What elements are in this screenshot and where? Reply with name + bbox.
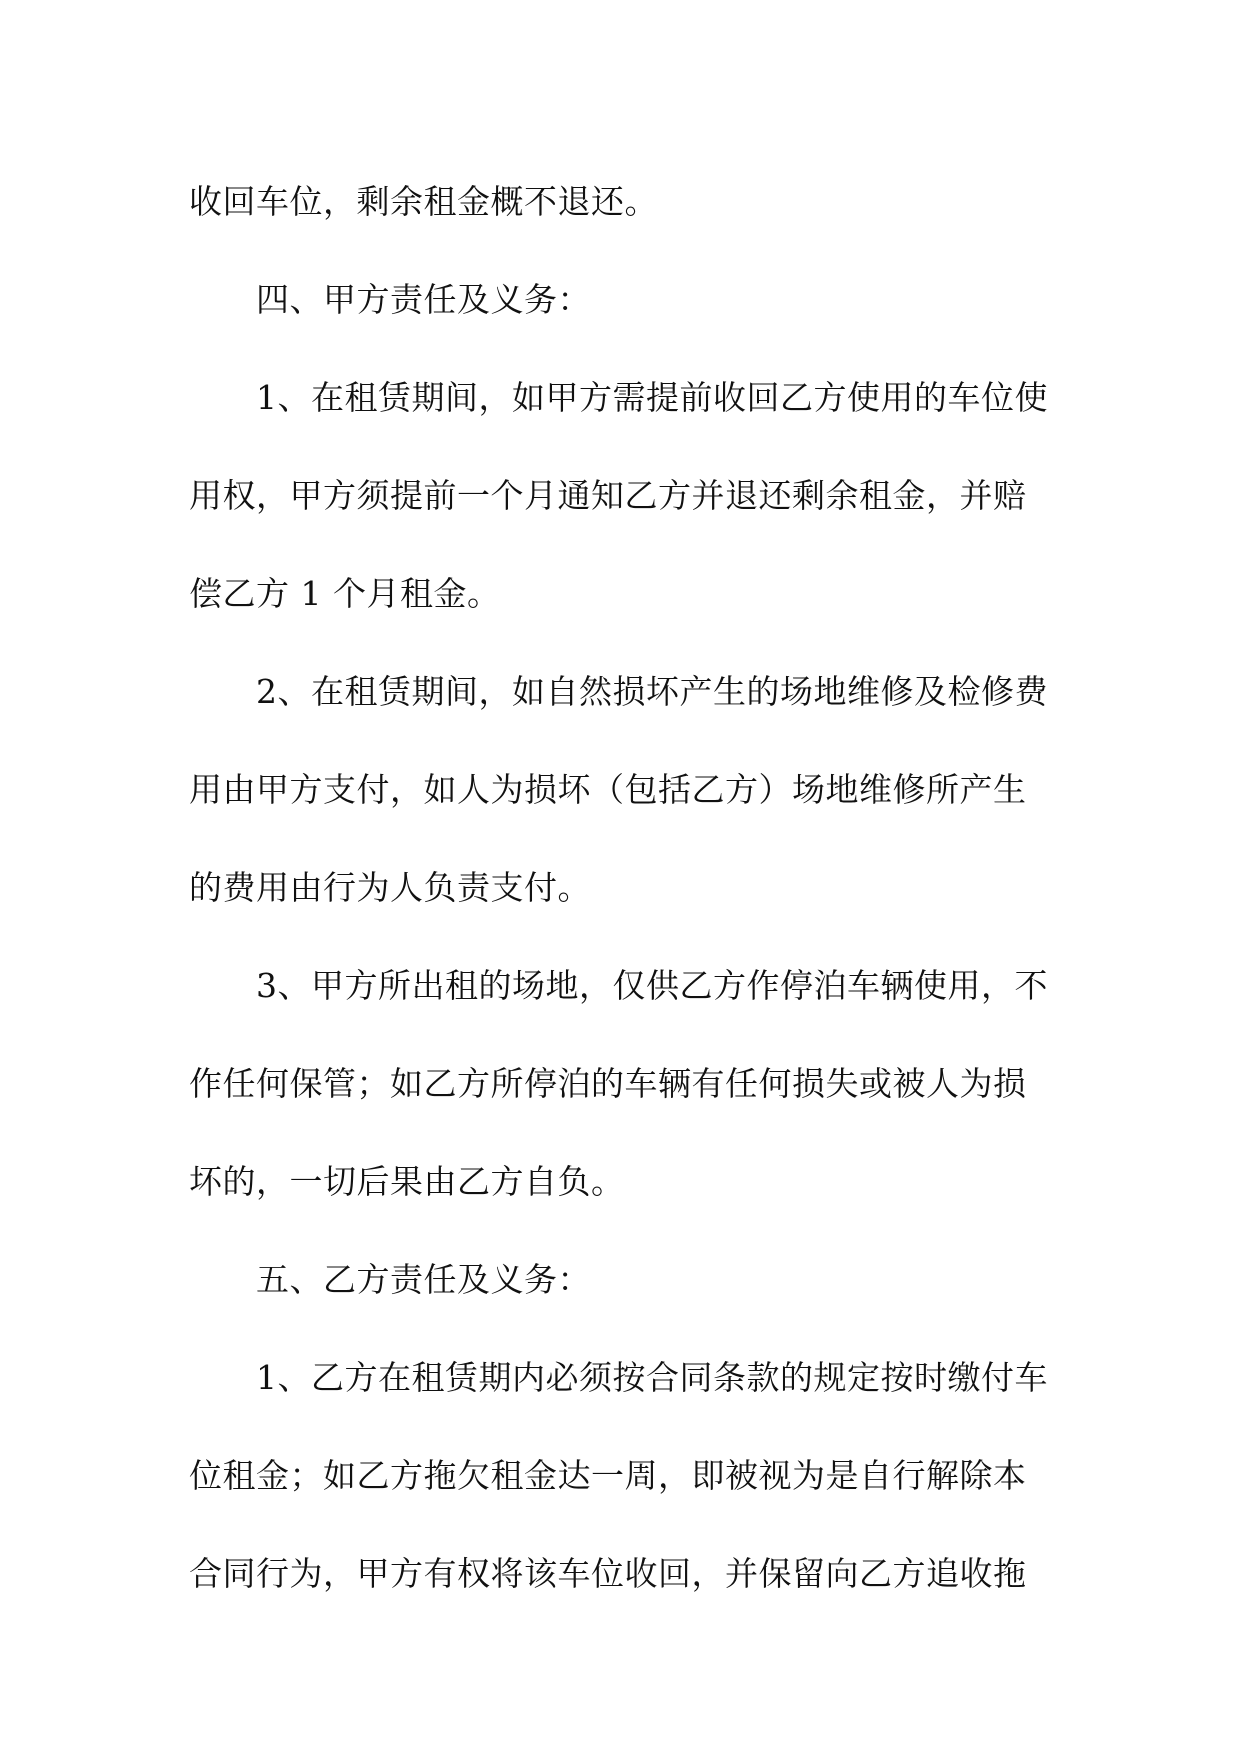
- paragraph-line: 的费用由行为人负责支付。: [189, 868, 591, 907]
- paragraph-line: 偿乙方 1 个月租金。: [189, 574, 501, 613]
- paragraph-line: 位租金；如乙方拖欠租金达一周，即被视为是自行解除本: [189, 1456, 1027, 1495]
- paragraph-line: 1、在租赁期间，如甲方需提前收回乙方使用的车位使: [256, 378, 1048, 417]
- paragraph-line: 用权，甲方须提前一个月通知乙方并退还剩余租金，并赔: [189, 476, 1027, 515]
- paragraph-line: 2、在租赁期间，如自然损坏产生的场地维修及检修费: [256, 672, 1048, 711]
- paragraph-line: 合同行为，甲方有权将该车位收回，并保留向乙方追收拖: [189, 1554, 1027, 1593]
- section-heading-party-a: 四、甲方责任及义务：: [256, 280, 591, 319]
- paragraph-line: 3、甲方所出租的场地，仅供乙方作停泊车辆使用，不: [256, 966, 1048, 1005]
- paragraph-line: 1、乙方在租赁期内必须按合同条款的规定按时缴付车: [256, 1358, 1048, 1397]
- paragraph-line: 收回车位，剩余租金概不退还。: [189, 182, 658, 221]
- paragraph-line: 作任何保管；如乙方所停泊的车辆有任何损失或被人为损: [189, 1064, 1027, 1103]
- section-heading-party-b: 五、乙方责任及义务：: [256, 1260, 591, 1299]
- paragraph-line: 坏的，一切后果由乙方自负。: [189, 1162, 625, 1201]
- paragraph-line: 用由甲方支付，如人为损坏（包括乙方）场地维修所产生: [189, 770, 1027, 809]
